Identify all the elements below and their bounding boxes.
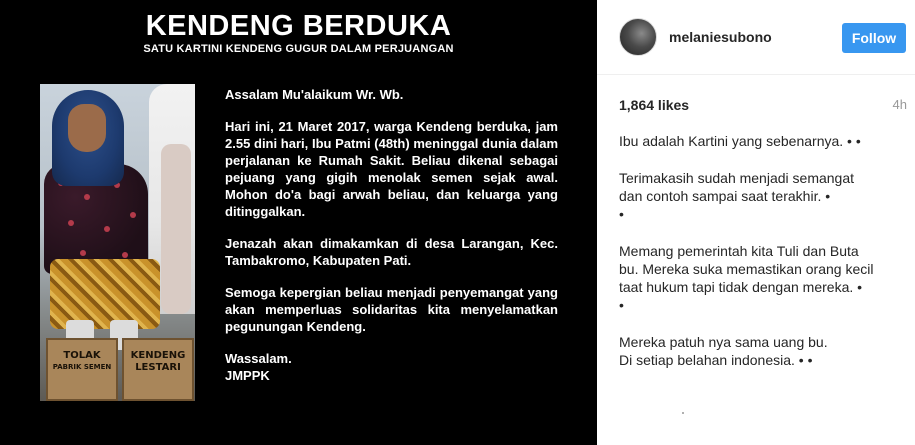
caption-block-1 (619, 132, 904, 150)
post-sidebar (597, 0, 915, 445)
caption-line: Di setiap belahan indonesia. • • (619, 352, 813, 368)
sign-right-line1: KENDENG (130, 350, 186, 361)
woman-face (68, 104, 106, 152)
sign-left-line1: TOLAK (63, 350, 101, 361)
poster-body (225, 86, 558, 384)
post-timestamp[interactable]: 4h (892, 97, 907, 112)
caption-block-2 (619, 169, 904, 223)
poster-signature: JMPPK (225, 368, 270, 383)
cement-box-left (46, 338, 118, 401)
caption-line: taat hukum tapi tidak dengan mereka. • (619, 279, 863, 295)
background-person-arm (161, 144, 191, 314)
poster-subtitle: SATU KARTINI KENDENG GUGUR DALAM PERJUANGAN (143, 43, 454, 55)
poster-paragraph-2: Jenazah akan dimakamkan di desa Larangan, Kec. Tambakromo, Kabupaten Pati. (225, 236, 558, 268)
caption-line: dan contoh sampai saat terakhir. • (619, 188, 831, 204)
caption-list (619, 132, 904, 388)
poster-closing: Wassalam. (225, 351, 292, 366)
poster-greeting: Assalam Mu'alaikum Wr. Wb. (225, 87, 404, 102)
caption-line: Terimakasih sudah menjadi semangat (619, 170, 855, 186)
likes-count[interactable]: 1,864 likes (619, 97, 690, 113)
caption-line: bu. Mereka suka memastikan orang kecil (619, 261, 874, 277)
sign-right-line2: LESTARI (135, 362, 181, 373)
sign-left-line2: PABRIK SEMEN (52, 363, 112, 371)
follow-button[interactable]: Follow (842, 23, 906, 53)
avatar[interactable] (619, 18, 657, 56)
loading-indicator (682, 412, 684, 414)
cement-box-right (122, 338, 194, 401)
caption-line: Mereka patuh nya sama uang bu. (619, 334, 828, 350)
caption-block-4 (619, 333, 904, 369)
caption-line: • (619, 206, 624, 222)
caption-block-3 (619, 242, 904, 314)
woman-batik-skirt (50, 259, 160, 329)
username-link[interactable]: melaniesubono (669, 29, 772, 45)
protester-photo (40, 84, 195, 401)
poster-paragraph-3: Semoga kepergian beliau menjadi penyemangat yang akan memperluas solidaritas kita menyelamatkan pegunungan Kendeng. (225, 285, 558, 334)
caption-line: Ibu adalah Kartini yang sebenarnya. • • (619, 133, 861, 149)
poster-title: KENDENG BERDUKA (145, 10, 452, 42)
caption-line: • (619, 297, 624, 313)
caption-line: Memang pemerintah kita Tuli dan Buta (619, 243, 859, 259)
poster-paragraph-1: Hari ini, 21 Maret 2017, warga Kendeng berduka, jam 2.55 dini hari, Ibu Patmi (48th) meninggal dunia dalam perjalanan ke Rumah Sakit. Beliau dikenal sebagai pejuang yang gigih menolak semen sejak awal. Mohon do'a bagi arwah beliau, dan keluarga yang ditinggalkan. (225, 119, 558, 219)
post-header (597, 0, 915, 75)
